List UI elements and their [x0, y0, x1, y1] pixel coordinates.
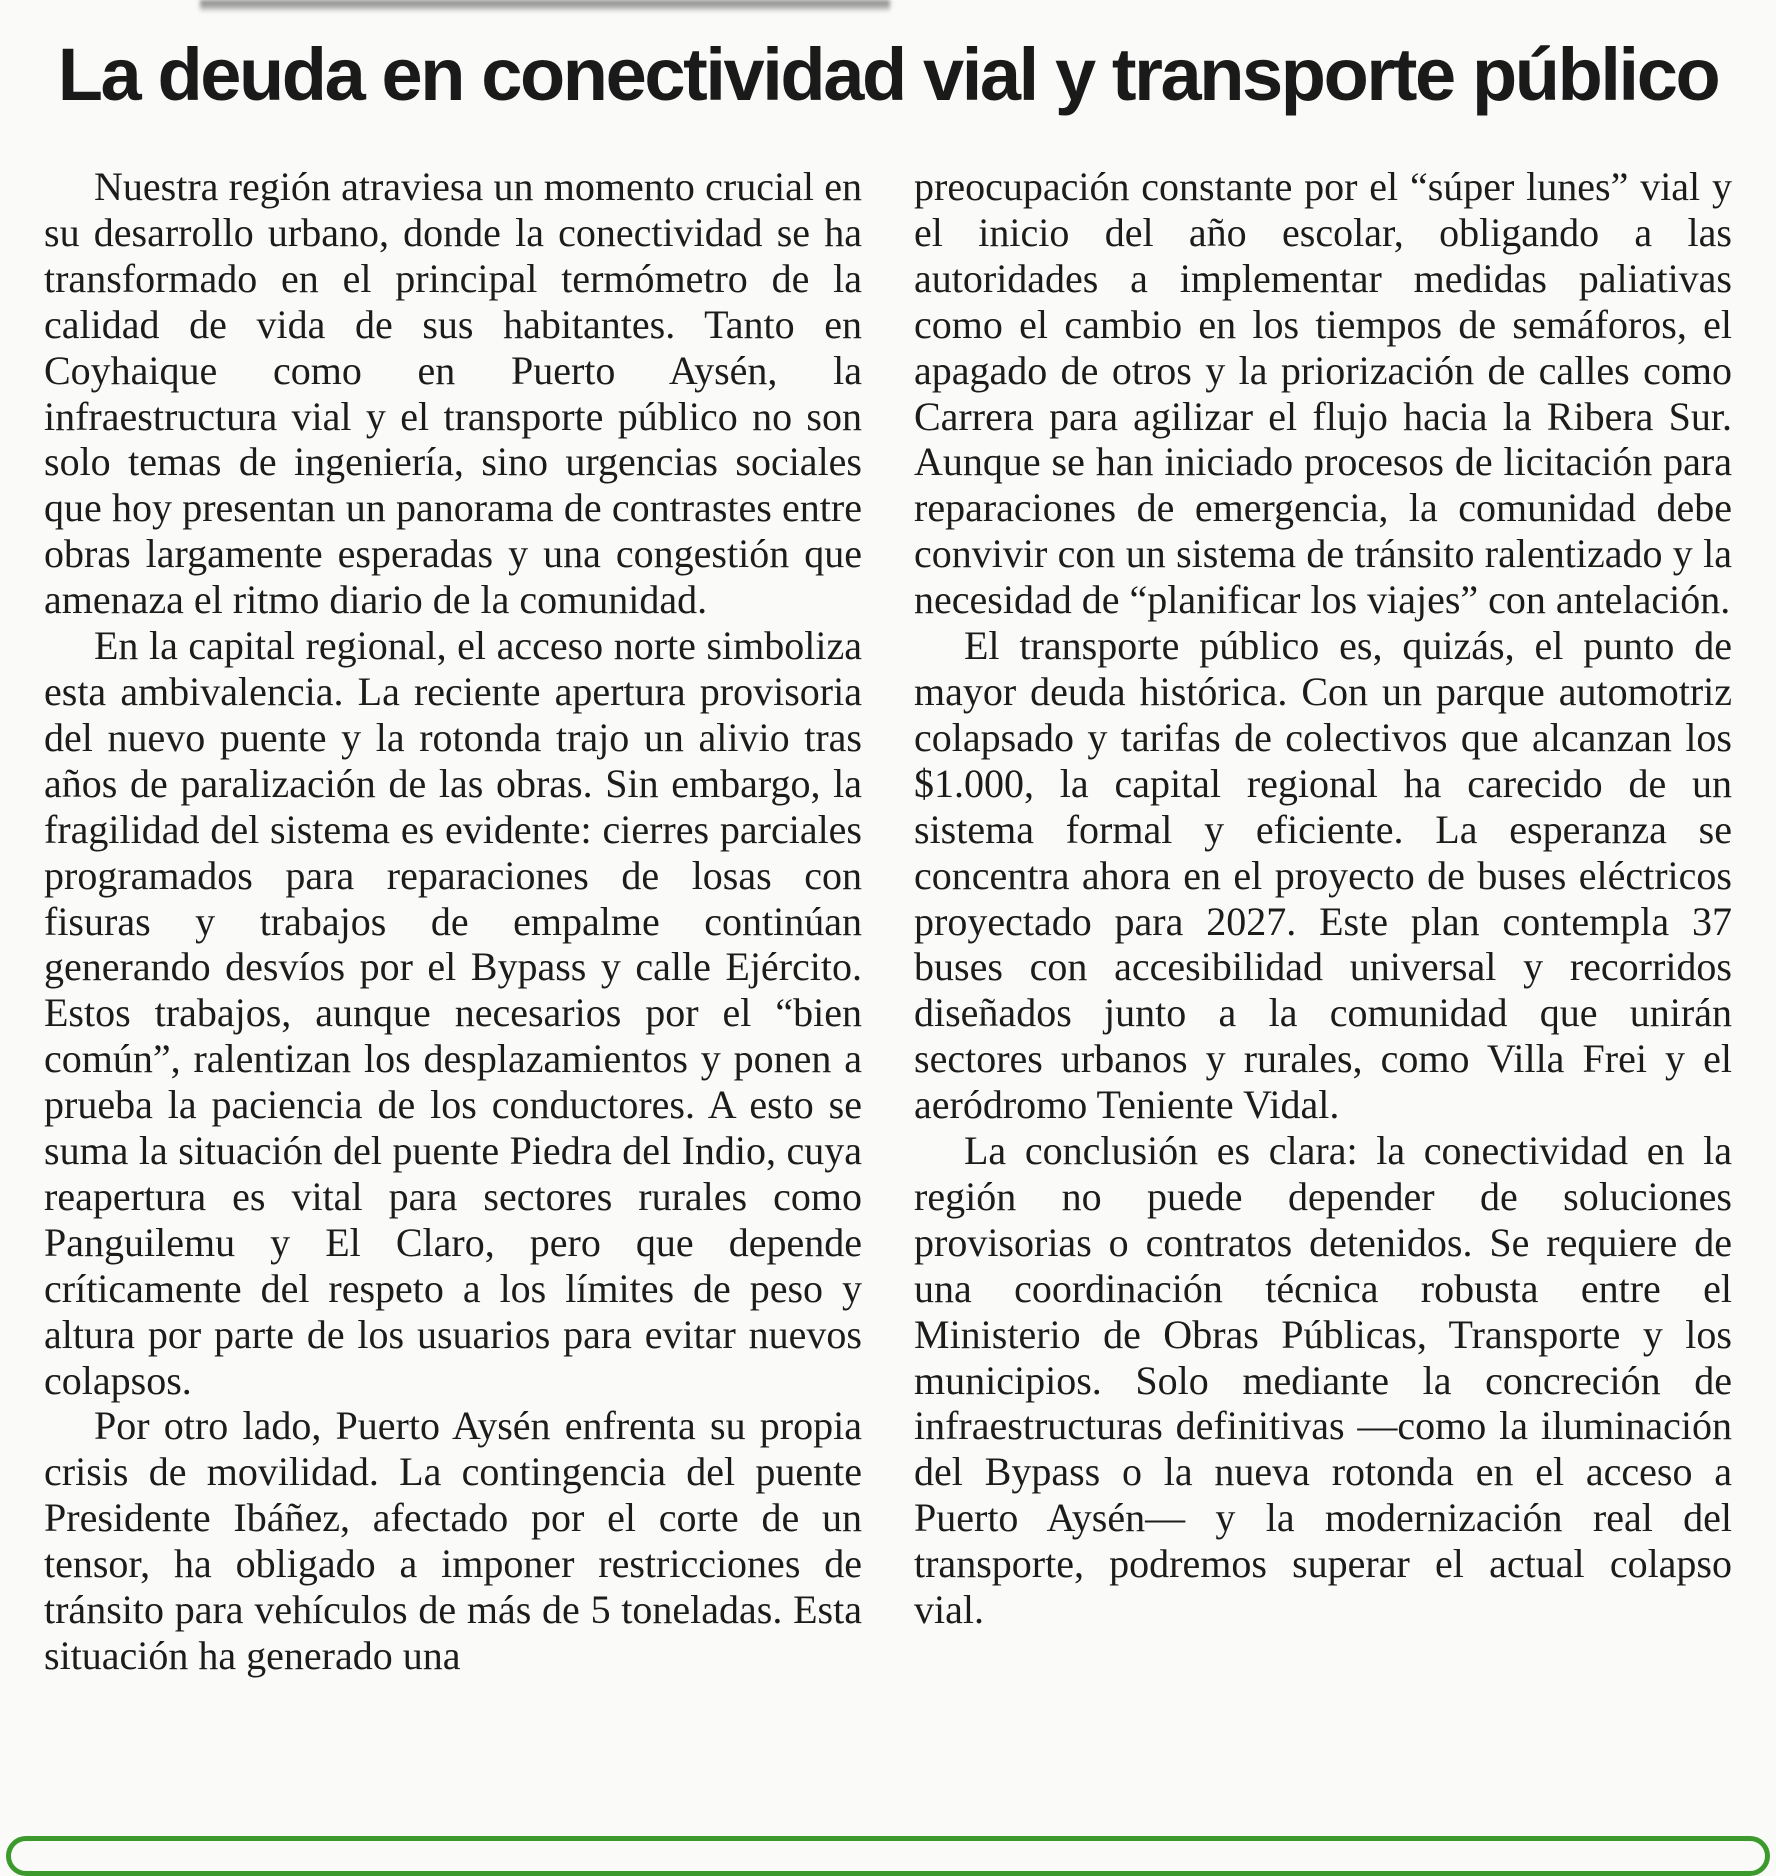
- paragraph-5: La conclusión es clara: la conectividad en la región no puede depender de soluciones provisorias o contratos detenidos. Se requiere de una coordinación técnica robusta entre el Ministerio de Obras Públicas, Transporte y los municipios. Solo mediante la concreción de infraestructuras definitivas —como la iluminación del Bypass o la nueva rotonda en el acceso a Puerto Aysén— y la modernización real del transporte, podremos superar el actual colapso vial.: [914, 1128, 1732, 1633]
- paragraph-3-end: preocupación constante por el “súper lunes” vial y el inicio del año escolar, obligando a las autoridades a implementar medidas paliativas como el cambio en los tiempos de semáforos, el apagado de otros y la priorización de calles como Carrera para agilizar el flujo hacia la Ribera Sur. Aunque se han iniciado procesos de licitación para reparaciones de emergencia, la comunidad debe convivir con un sistema de tránsito ralentizado y la necesidad de “planificar los viajes” con antelación.: [914, 164, 1732, 623]
- right-column: [914, 164, 1732, 1730]
- left-column: [44, 164, 862, 1730]
- paragraph-2: En la capital regional, el acceso norte simboliza esta ambivalencia. La reciente apertura provisoria del nuevo puente y la rotonda trajo un alivio tras años de paralización de las obras. Sin embargo, la fragilidad del sistema es evidente: cierres parciales programados para reparaciones de losas con fisuras y trabajos de empalme continúan generando desvíos por el Bypass y calle Ejército. Estos trabajos, aunque necesarios por el “bien común”, ralentizan los desplazamientos y ponen a prueba la paciencia de los conductores. A esto se suma la situación del puente Piedra del Indio, cuya reapertura es vital para sectores rurales como Panguilemu y El Claro, pero que depende críticamente del respeto a los límites de peso y altura por parte de los usuarios para evitar nuevos colapsos.: [44, 623, 862, 1403]
- paragraph-1: Nuestra región atraviesa un momento crucial en su desarrollo urbano, donde la conectividad se ha transformado en el principal termómetro de la calidad de vida de sus habitantes. Tanto en Coyhaique como en Puerto Aysén, la infraestructura vial y el transporte público no son solo temas de ingeniería, sino urgencias sociales que hoy presentan un panorama de contrastes entre obras largamente esperadas y una congestión que amenaza el ritmo diario de la comunidad.: [44, 164, 862, 623]
- cropped-masthead-fragment: [200, 0, 890, 12]
- paragraph-3-start: Por otro lado, Puerto Aysén enfrenta su propia crisis de movilidad. La contingencia del puente Presidente Ibáñez, afectado por el corte de un tensor, ha obligado a imponer restricciones de tránsito para vehículos de más de 5 toneladas. Esta situación ha generado una: [44, 1403, 862, 1678]
- article-headline: La deuda en conectividad vial y transporte público: [57, 33, 1719, 116]
- article-body: [44, 164, 1732, 1730]
- paragraph-4: El transporte público es, quizás, el punto de mayor deuda histórica. Con un parque automotriz colapsado y tarifas de colectivos que alcanzan los $1.000, la capital regional ha carecido de un sistema formal y eficiente. La esperanza se concentra ahora en el proyecto de buses eléctricos proyectado para 2027. Este plan contempla 37 buses con accesibilidad universal y recorridos diseñados junto a la comunidad que unirán sectores urbanos y rurales, como Villa Frei y el aeródromo Teniente Vidal.: [914, 623, 1732, 1128]
- green-border-rule: [6, 1836, 1770, 1876]
